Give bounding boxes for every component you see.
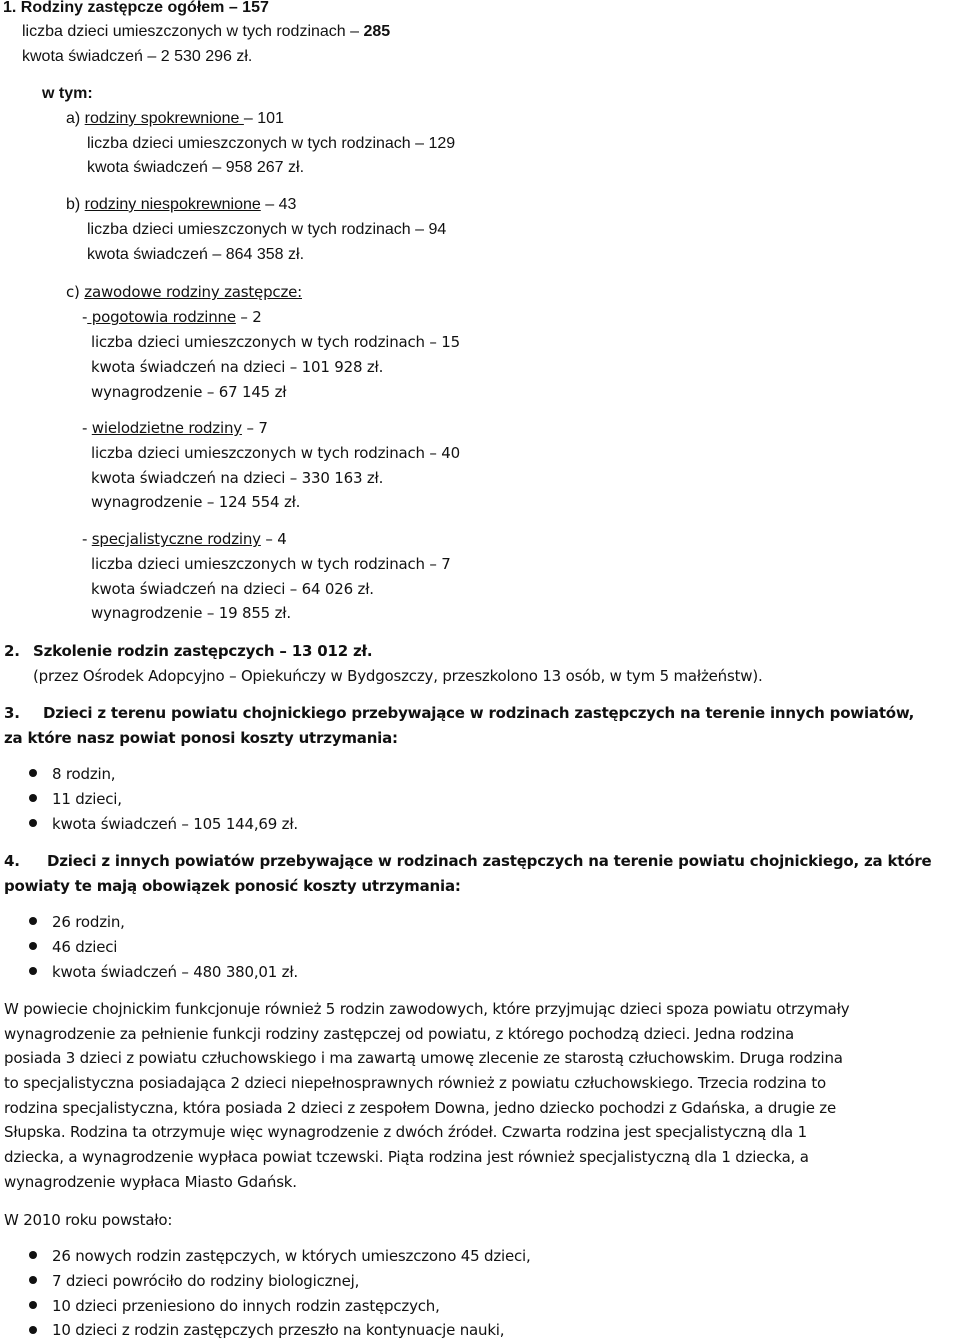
- paragraph-line: posiada 3 dzieci z powiatu człuchowskiego i ma zawartą umowę zlecenie ze starostą człuchowskim. Druga rodzina: [4, 1049, 843, 1067]
- bullet-icon: [29, 967, 37, 975]
- children-count: 285: [363, 23, 391, 40]
- section-3-bullet-2: 11 dzieci,: [52, 790, 122, 808]
- item-b-amount: kwota świadczeń – 864 358 zł.: [87, 246, 305, 263]
- item-b-heading: b) rodziny niespokrewnione – 43: [66, 196, 297, 213]
- paragraph-line: dziecka, a wynagrodzenie wypłaca powiat tczewski. Piąta rodzina jest również specjalistyczną dla 1 dziecka, a: [4, 1148, 809, 1166]
- bullet-icon: [29, 1326, 37, 1334]
- section-3-heading-line1: Dzieci z terenu powiatu chojnickiego przebywające w rodzinach zastępczych na terenie innych powiatów,: [43, 704, 915, 722]
- section-4-bullet-2: 46 dzieci: [52, 938, 118, 956]
- section-4-bullet-3: kwota świadczeń – 480 380,01 zł.: [52, 963, 298, 981]
- bullet-icon: [29, 1251, 37, 1259]
- bullet-icon: [29, 942, 37, 950]
- year-2010-bullet-1: 26 nowych rodzin zastępczych, w których umieszczono 45 dzieci,: [52, 1247, 531, 1265]
- section-3-bullet-1: 8 rodzin,: [52, 765, 116, 783]
- link-pogotowia-rodzinne[interactable]: pogotowia rodzinne: [87, 308, 236, 326]
- bullet-icon: [29, 794, 37, 802]
- wielodzietne-amount: kwota świadczeń na dzieci – 330 163 zł.: [91, 469, 384, 487]
- bullet-icon: [29, 1301, 37, 1309]
- link-zawodowe-rodziny[interactable]: zawodowe rodziny zastępcze:: [84, 283, 302, 301]
- specjalistyczne-children: liczba dzieci umieszczonych w tych rodzinach – 7: [91, 555, 451, 573]
- children-label: liczba dzieci umieszczonych w tych rodzinach –: [22, 23, 364, 40]
- year-2010-intro: W 2010 roku powstało:: [4, 1211, 173, 1229]
- paragraph-line: wynagrodzenie za pełnienie funkcji rodziny zastępczej od powiatu, z którego pochodzą dzieci. Jedna rodzina: [4, 1025, 795, 1043]
- link-rodziny-niespokrewnione[interactable]: rodziny niespokrewnione: [84, 196, 261, 213]
- section-2-number: 2.: [4, 642, 20, 660]
- w-tym-label: w tym:: [42, 85, 93, 102]
- paragraph-line: W powiecie chojnickim funkcjonuje również 5 rodzin zawodowych, które przyjmując dzieci spoza powiatu otrzymały: [4, 1000, 850, 1018]
- bullet-icon: [29, 769, 37, 777]
- pogotowia-amount: kwota świadczeń na dzieci – 101 928 zł.: [91, 358, 384, 376]
- section-4-bullet-1: 26 rodzin,: [52, 913, 125, 931]
- wielodzietne-children: liczba dzieci umieszczonych w tych rodzinach – 40: [91, 444, 460, 462]
- item-c-heading: c) zawodowe rodziny zastępcze:: [66, 283, 302, 301]
- year-2010-bullet-3: 10 dzieci przeniesiono do innych rodzin zastępczych,: [52, 1297, 440, 1315]
- section-1-heading: 1. Rodziny zastępcze ogółem – 157: [3, 0, 269, 16]
- link-specjalistyczne-rodziny[interactable]: specjalistyczne rodziny: [91, 530, 261, 548]
- paragraph-line: to specjalistyczna posiadająca 2 dzieci niepełnosprawnych również z powiatu człuchowskiego. Trzecia rodzina to: [4, 1074, 827, 1092]
- pogotowia-children: liczba dzieci umieszczonych w tych rodzinach – 15: [91, 333, 460, 351]
- paragraph-line: rodzina specjalistyczna, która posiada 2 dzieci z zespołem Downa, jedno dziecko pochodzi z Gdańska, a drugie ze: [4, 1099, 837, 1117]
- wielodzietne-heading: - wielodzietne rodziny – 7: [82, 419, 268, 437]
- specjalistyczne-amount: kwota świadczeń na dzieci – 64 026 zł.: [91, 580, 374, 598]
- year-2010-bullet-4: 10 dzieci z rodzin zastępczych przeszło na kontynuacje nauki,: [52, 1321, 505, 1339]
- section-4-heading-line1: Dzieci z innych powiatów przebywające w rodzinach zastępczych na terenie powiatu chojnickiego, za które: [47, 852, 932, 870]
- year-2010-bullet-2: 7 dzieci powróciło do rodziny biologicznej,: [52, 1272, 360, 1290]
- item-a-heading: a) rodziny spokrewnione – 101: [66, 110, 284, 127]
- item-a-amount: kwota świadczeń – 958 267 zł.: [87, 159, 305, 176]
- link-rodziny-spokrewnione[interactable]: rodziny spokrewnione: [84, 110, 244, 127]
- paragraph-line: Słupska. Rodzina ta otrzymuje więc wynagrodzenie z dwóch źródeł. Czwarta rodzina jest specjalistyczną dla 1: [4, 1123, 807, 1141]
- section-2-heading: Szkolenie rodzin zastępczych – 13 012 zł.: [33, 642, 373, 660]
- wielodzietne-salary: wynagrodzenie – 124 554 zł.: [91, 493, 301, 511]
- pogotowia-salary: wynagrodzenie – 67 145 zł: [91, 383, 287, 401]
- specjalistyczne-heading: - specjalistyczne rodziny – 4: [82, 530, 287, 548]
- bullet-icon: [29, 917, 37, 925]
- section-3-heading-line2: za które nasz powiat ponosi koszty utrzymania:: [4, 729, 398, 747]
- paragraph-line: wynagrodzenie wypłaca Miasto Gdańsk.: [4, 1173, 297, 1191]
- item-b-children: liczba dzieci umieszczonych w tych rodzinach – 94: [87, 221, 447, 238]
- section-3-number: 3.: [4, 704, 20, 722]
- link-wielodzietne-rodziny[interactable]: wielodzietne rodziny: [91, 419, 242, 437]
- item-a-children: liczba dzieci umieszczonych w tych rodzinach – 129: [87, 135, 456, 152]
- bullet-icon: [29, 1276, 37, 1284]
- bullet-icon: [29, 819, 37, 827]
- section-2-note: (przez Ośrodek Adopcyjno – Opiekuńczy w Bydgoszczy, przeszkolono 13 osób, w tym 5 małżeństw).: [33, 667, 763, 685]
- specjalistyczne-salary: wynagrodzenie – 19 855 zł.: [91, 604, 291, 622]
- section-4-number: 4.: [4, 852, 20, 870]
- section-3-bullet-3: kwota świadczeń – 105 144,69 zł.: [52, 815, 298, 833]
- section-1-amount-line: kwota świadczeń – 2 530 296 zł.: [22, 48, 253, 65]
- section-4-heading-line2: powiaty te mają obowiązek ponosić koszty utrzymania:: [4, 877, 461, 895]
- pogotowia-heading: - pogotowia rodzinne – 2: [82, 308, 262, 326]
- section-1-children-line: [22, 22, 390, 42]
